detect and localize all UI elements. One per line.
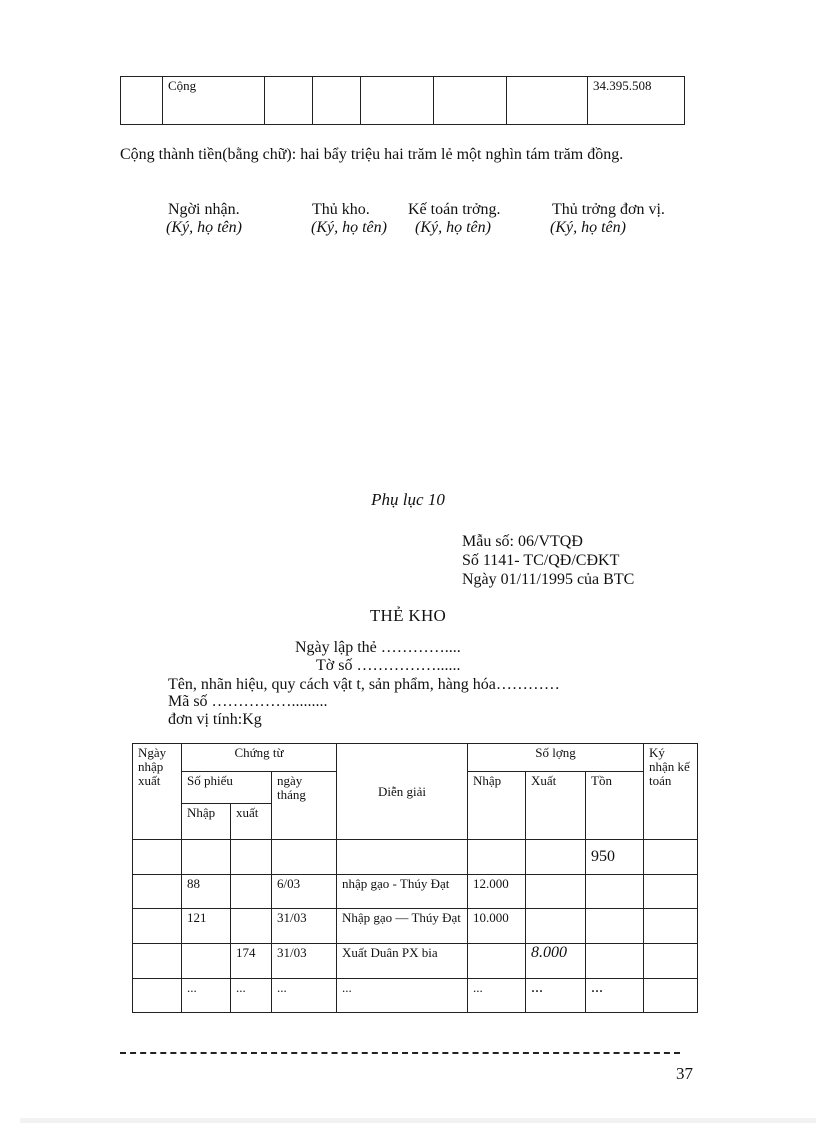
header-voucher-number: Số phiếu: [182, 772, 272, 804]
header-quantity-balance: Tồn: [586, 772, 644, 840]
form-reference: [462, 532, 634, 589]
header-voucher-date: ngày tháng: [272, 772, 337, 840]
table-cell: [644, 909, 698, 944]
header-description: Diễn giải: [337, 744, 468, 840]
document-title: THẺ KHO: [369, 606, 447, 625]
signature-receiver-title: Ngời nhận.: [168, 201, 240, 218]
table-cell: 121: [182, 909, 231, 944]
item-name-field: Tên, nhãn hiệu, quy cách vật t, sản phẩm, hàng hóa…………: [168, 676, 560, 693]
table-cell: [434, 77, 507, 125]
table-cell: ...: [272, 979, 337, 1013]
table-cell: [121, 77, 163, 125]
table-cell: ...: [182, 979, 231, 1013]
total-label-cell: Cộng: [163, 77, 265, 125]
signature-accountant-note: (Ký, họ tên): [415, 219, 491, 236]
decision-date: Ngày 01/11/1995 của BTC: [462, 571, 635, 588]
header-voucher-in: Nhập: [182, 804, 231, 840]
table-cell: [526, 909, 586, 944]
table-cell: [272, 840, 337, 875]
header-voucher: Chứng từ: [182, 744, 337, 772]
table-row: [133, 979, 698, 1013]
table-row: [133, 840, 698, 875]
table-cell: [265, 77, 313, 125]
header-date: Ngày nhập xuất: [133, 744, 182, 840]
date-created-field: Ngày lập thẻ …………....: [295, 639, 461, 656]
table-cell: nhập gạo - Thúy Đạt: [337, 875, 468, 909]
table-cell: [644, 840, 698, 875]
table-cell: ...: [231, 979, 272, 1013]
signature-storekeeper-note: (Ký, họ tên): [311, 219, 387, 236]
table-cell: [231, 875, 272, 909]
table-cell: [586, 944, 644, 979]
table-cell: ...: [526, 979, 586, 1013]
header-quantity-out: Xuất: [526, 772, 586, 840]
table-cell: [182, 840, 231, 875]
footer-divider: [120, 1052, 680, 1054]
table-cell: [313, 77, 361, 125]
table-cell: 10.000: [468, 909, 526, 944]
table-row: [133, 909, 698, 944]
amount-in-words: Cộng thành tiền(bằng chữ): hai bẩy triệu hai trăm lẻ một nghìn tám trăm đồng.: [120, 146, 624, 163]
table-cell: [468, 944, 526, 979]
table-cell: [182, 944, 231, 979]
signature-receiver-note: (Ký, họ tên): [166, 219, 242, 236]
table-cell: ...: [586, 979, 644, 1013]
table-cell: [526, 840, 586, 875]
decision-number: Số 1141- TC/QĐ/CĐKT: [462, 552, 620, 569]
page-number: 37: [676, 1064, 693, 1083]
table-cell: 88: [182, 875, 231, 909]
table-cell: [644, 875, 698, 909]
total-row: [121, 77, 685, 125]
signature-storekeeper-title: Thủ kho.: [312, 201, 370, 218]
table-cell: [231, 840, 272, 875]
appendix-label: Phụ lục 10: [371, 490, 445, 509]
table-cell: [468, 840, 526, 875]
table-cell: 174: [231, 944, 272, 979]
table-cell: [586, 909, 644, 944]
sheet-number-field: Tờ số ……………......: [316, 657, 461, 674]
table-cell: 8.000: [526, 944, 586, 979]
opening-balance-cell: 950: [586, 840, 644, 875]
table-cell: 6/03: [272, 875, 337, 909]
table-cell: ...: [337, 979, 468, 1013]
signature-head-title: Thủ trởng đơn vị.: [552, 201, 665, 218]
table-cell: ...: [468, 979, 526, 1013]
form-number: Mẫu số: 06/VTQĐ: [462, 533, 583, 550]
table-cell: [507, 77, 588, 125]
table-cell: [526, 875, 586, 909]
summary-table: [120, 76, 685, 125]
table-cell: [361, 77, 434, 125]
unit-field: đơn vị tính:Kg: [168, 711, 262, 728]
header-voucher-out: xuất: [231, 804, 272, 840]
table-cell: [231, 909, 272, 944]
table-row: [133, 944, 698, 979]
table-row: [133, 875, 698, 909]
table-cell: [133, 875, 182, 909]
table-cell: [644, 944, 698, 979]
header-quantity: Số lợng: [468, 744, 644, 772]
table-cell: 31/03: [272, 909, 337, 944]
item-code-field: Mã số …………….........: [168, 693, 328, 710]
table-cell: [337, 840, 468, 875]
table-cell: 31/03: [272, 944, 337, 979]
table-cell: [133, 840, 182, 875]
table-cell: [644, 979, 698, 1013]
signature-accountant-title: Kế toán trởng.: [408, 201, 501, 218]
table-cell: Nhập gạo — Thúy Đạt: [337, 909, 468, 944]
page-bottom-edge: [20, 1118, 816, 1123]
header-row: [133, 744, 698, 772]
total-amount-cell: 34.395.508: [588, 77, 685, 125]
table-cell: Xuất Duân PX bia: [337, 944, 468, 979]
header-quantity-in: Nhập: [468, 772, 526, 840]
table-cell: [133, 944, 182, 979]
table-cell: 12.000: [468, 875, 526, 909]
table-cell: [133, 979, 182, 1013]
stock-card-table: [132, 743, 698, 1013]
table-cell: [586, 875, 644, 909]
table-cell: [133, 909, 182, 944]
header-signature: Ký nhận kế toán: [644, 744, 698, 840]
signature-head-note: (Ký, họ tên): [550, 219, 626, 236]
